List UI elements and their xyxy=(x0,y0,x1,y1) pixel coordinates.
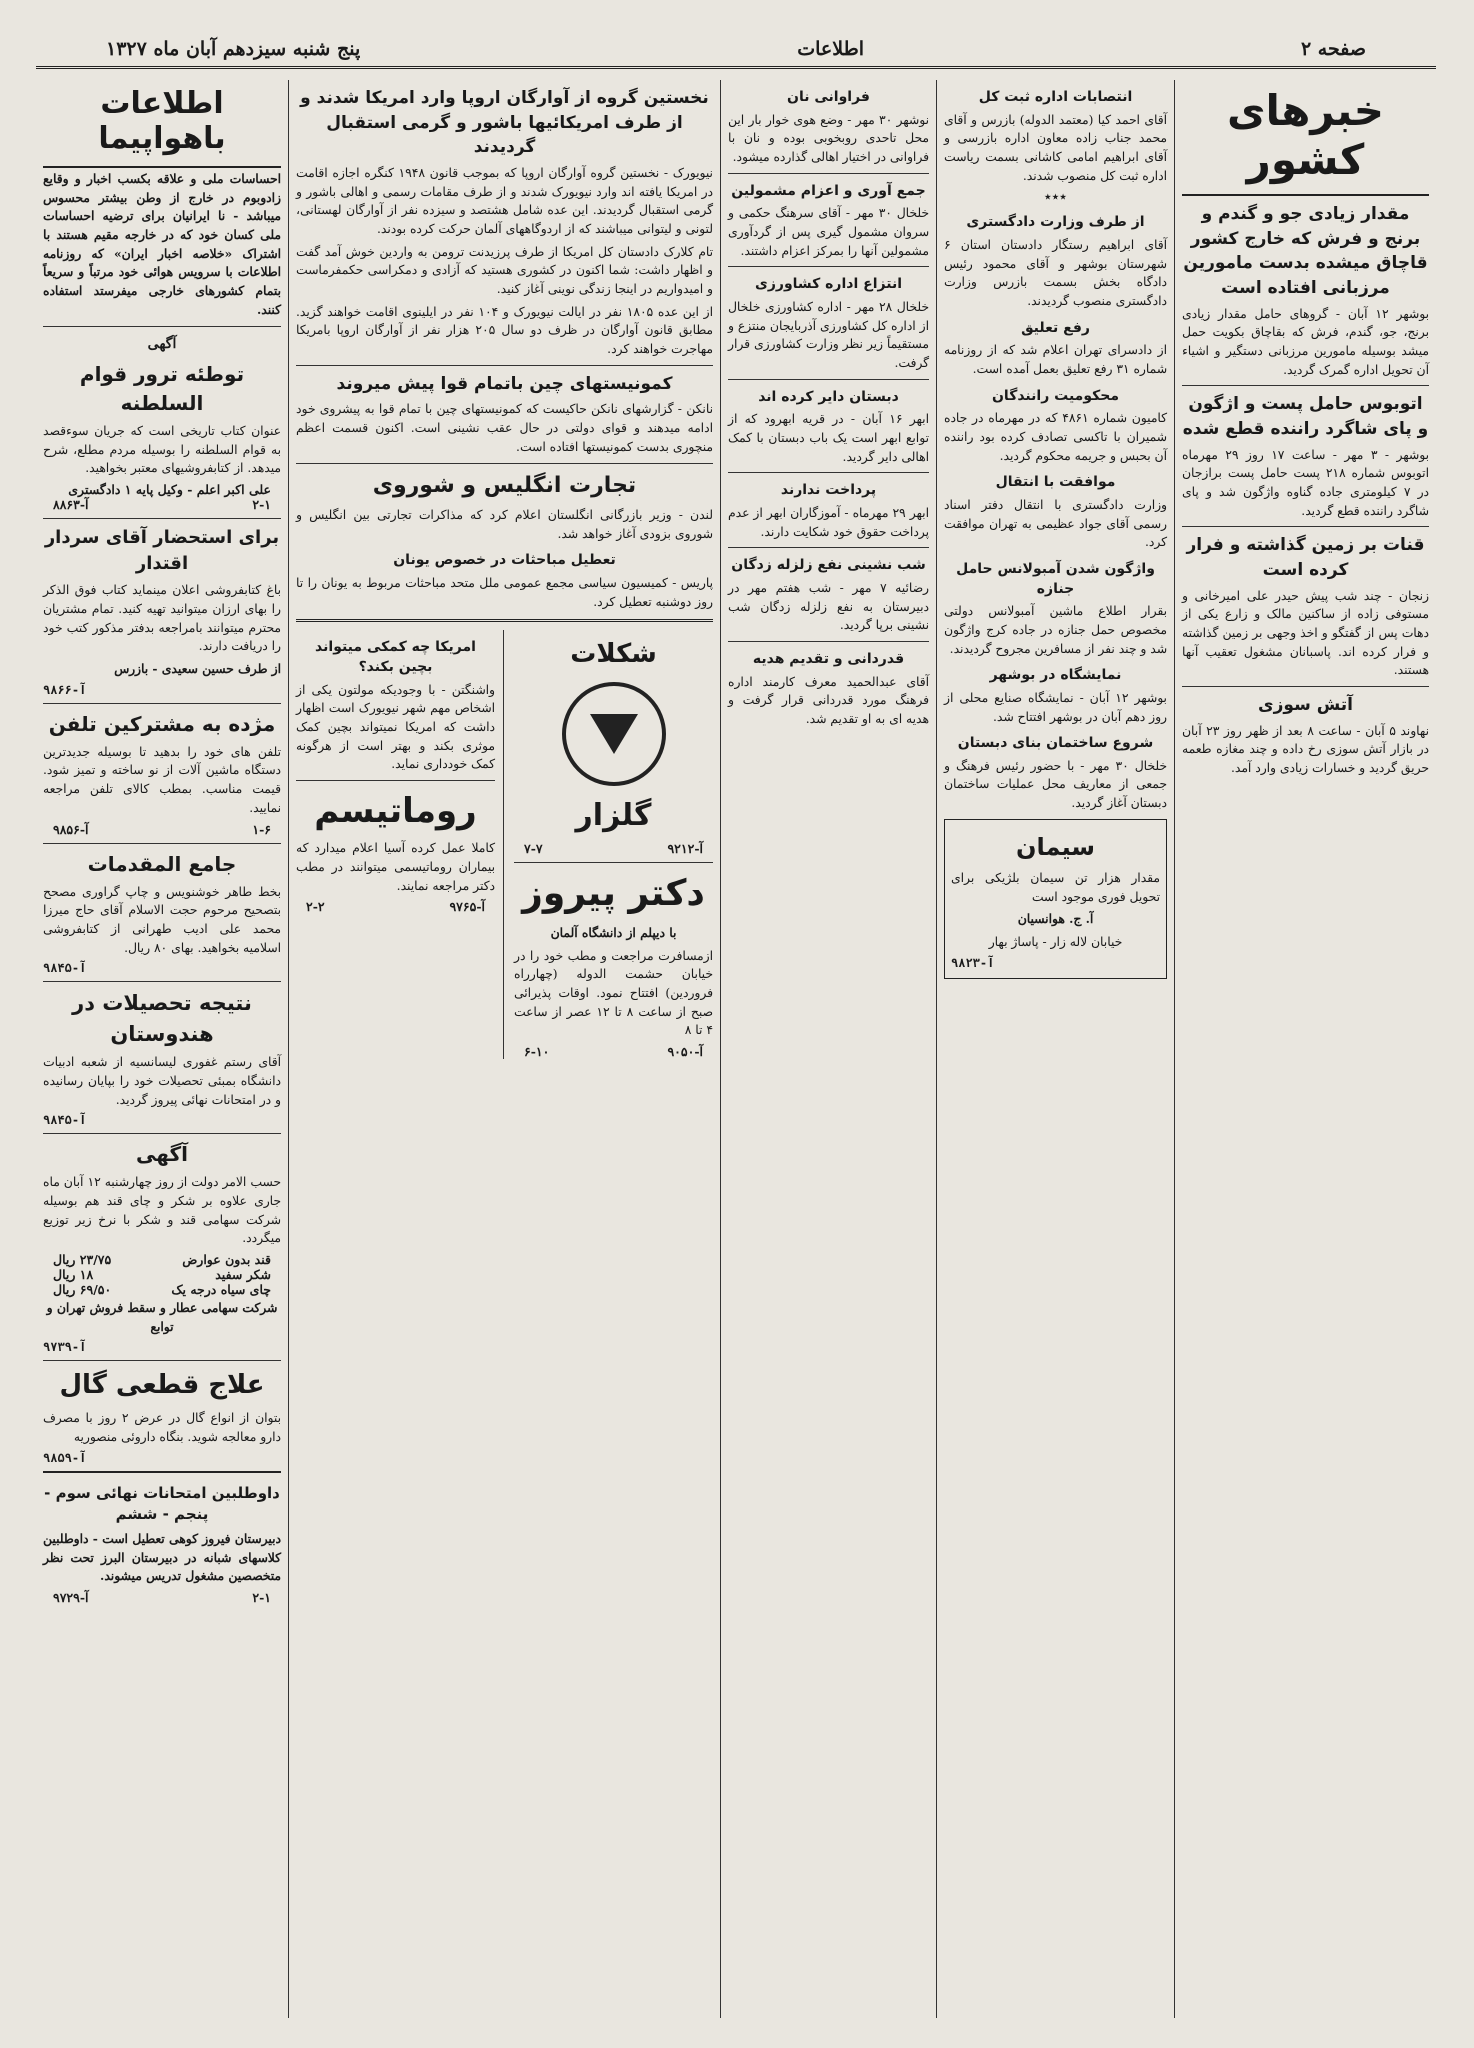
ad-title: جامع المقدمات xyxy=(87,851,237,876)
divider xyxy=(728,266,929,267)
article-headline: آتش سوزی xyxy=(1258,695,1353,716)
column-international xyxy=(288,80,720,2018)
article-body: وزارت دادگستری با انتقال دفتر اسناد رسمی آقای جواد عظیمی به تهران موافقت کرد. xyxy=(944,497,1167,550)
ad-num: ۲-۱ xyxy=(252,497,271,513)
ad-body: عنوان کتاب تاریخی است که جریان سوءقصد به قوام السلطنه را بوسیله مردم مطلع، شرح میدهد. از کتابفروشیهای معتبر بخواهید. xyxy=(43,424,281,476)
article-headline: محکومیت رانندگان xyxy=(991,387,1120,404)
ad-cement xyxy=(944,819,1167,979)
article-headline: انتزاع اداره کشاورزی xyxy=(755,276,902,293)
divider xyxy=(43,703,281,704)
ad-row xyxy=(296,630,713,1059)
ad-signature: شرکت سهامی عطار و سقط فروش تهران و توابع xyxy=(46,1299,278,1334)
ad-code: آ-۹۸۴۵ xyxy=(43,1113,87,1128)
article-body: بقرار اطلاع ماشین آمبولانس دولتی مخصوص حمل جنازه در جاده کرج واژگون شد و چند نفر از مسافرین مجروح گردیدند. xyxy=(944,604,1167,656)
ad-code: آ-۹۸۵۶ xyxy=(53,821,89,837)
article-headline: مقدار زیادی جو و گندم و برنج و فرش که خارج کشور قاچاق میشده بدست مامورین مرزبانی افتاده است xyxy=(1183,204,1428,298)
article-headline: قنات بر زمین گذاشته و فرار کرده است xyxy=(1186,535,1425,580)
divider xyxy=(728,173,929,174)
article-body: خلخال ۳۰ مهر - با حضور رئیس فرهنگ و جمعی از معاریف محل عملیات ساختمان دبستان آغاز گردید. xyxy=(944,758,1167,811)
article-body: نوشهر ۳۰ مهر - وضع هوی خوار بار این محل تاحدی روبخوبی بوده و نان با فراوانی در اختیار اهالی گذارده میشود. xyxy=(728,112,929,164)
column-provincial xyxy=(720,80,936,2018)
article-body: آقای احمد کیا (معتمد الدوله) بازرس و آقای محمد جناب زاده معاون اداره بازرسی و آقای ابراهیم امامی کاشانی بسمت ریاست اداره ثبت کل منصوب شدند. xyxy=(944,112,1167,183)
ad-title: روماتیسم xyxy=(314,791,477,832)
article-headline: انتصابات اداره ثبت کل xyxy=(978,89,1133,105)
article-headline: موافقت با انتقال xyxy=(995,474,1116,491)
ad-name: آ. ج. هوانسیان xyxy=(1017,911,1094,927)
ad-body: کاملا عمل کرده آسیا اعلام میدارد که بیماران روماتیسمی میتوانند در مطب دکتر مراجعه نمایند. xyxy=(296,841,495,893)
article-body: آقای ابراهیم رستگار دادستان استان ۶ شهرستان بوشهر و آقای محمود رئیس دادگاه بخش بسمت بازرس وزارت دادگستری منصوب گردیدند. xyxy=(944,237,1167,308)
header-page-label: صفحه ۲ xyxy=(1300,38,1366,60)
ad-title: برای استحضار آقای سردار اقتدار xyxy=(44,527,280,575)
intro-text: احساسات ملی و علاقه بکسب اخبار و وقایع زادوبوم در خارج از وطن بیشتر محسوس میباشد - نا ایرانیان برای ترضیه احساسات ملی کسان خود که در خارجه مقیم هستند با اشتراک «خلاصه اخبار ایران» که روزنامه اطلاعات با سرویس هوائی خود مرتباً و سریعاً بتمام کشورهای خارجی میفرستد استفاده کنند. xyxy=(43,171,281,317)
ad-num: ۶-۱۰ xyxy=(524,1044,550,1060)
header-date: پنج شنبه سیزدهم آبان ماه ۱۳۲۷ xyxy=(106,38,361,60)
ad-title: نتیجه تحصیلات در هندوستان xyxy=(72,991,252,1046)
divider xyxy=(43,326,281,327)
golzar-logo-icon xyxy=(562,682,666,786)
divider xyxy=(43,1133,281,1134)
ad-title: علاج قطعی گال xyxy=(59,1370,265,1401)
ad-code: آ-۹۸۲۳ xyxy=(951,955,995,970)
article-body: تام کلارک دادستان کل امریکا از طرف پرزیدنت ترومن به واردین خوش آمد گفت و اظهار داشت: شما اکنون در کشوری هستید که آزادی و دمکراسی حکمفرماست و امیدواریم در اینجا زندگی نوینی آغاز کنید. xyxy=(296,244,713,297)
ad-body: تلفن های خود را بدهید تا بوسیله جدیدترین دستگاه ماشین آلات از نو ساخته و تمیز شود. قیمت مناسب. بمطب کالای تلفن مراجعه نمایید. xyxy=(43,744,281,815)
ad-code: آ-۹۰۵۰ xyxy=(667,1044,703,1060)
ad-label: آگهی xyxy=(147,335,177,352)
divider xyxy=(43,518,281,519)
ad-body: آقای رستم غفوری لیسانسیه از شعبه ادبیات دانشگاه بمبئی تحصیلات خود را بپایان رسانیده و در امتحانات نهائی پیروز گردید. xyxy=(43,1055,281,1107)
ad-title: توطئه ترور قوام السلطنه xyxy=(79,362,245,416)
article-headline: تجارت انگلیس و شوروی xyxy=(372,472,637,498)
column-appointments xyxy=(936,80,1174,2018)
ad-code: آ-۸۸۶۳ xyxy=(53,497,89,513)
ad-codes xyxy=(514,1044,713,1059)
article-body: از دادسرای تهران اعلام شد که از روزنامه شماره ۳۱ رفع تعلیق بعمل آمده است. xyxy=(944,343,1167,376)
ad-code: آ-۹۲۱۲ xyxy=(667,841,703,857)
article-body: بوشهر - ۳ مهر - ساعت ۱۷ روز ۲۹ مهرماه اتوبوس شماره ۲۱۸ پست حامل پست برازجان در ۷ کیلومتری جاده گناوه واژگون شد و پای شاگرد راننده قطع گردید. xyxy=(1182,447,1430,518)
divider xyxy=(296,463,713,464)
ad-body: مقدار هزار تن سیمان بلژیکی برای تحویل فوری موجود است xyxy=(951,871,1160,904)
divider xyxy=(1182,686,1429,687)
ad-codes xyxy=(296,899,495,914)
ad-title: مژده به مشترکین تلفن xyxy=(48,711,276,736)
ad-code: آ-۹۷۲۹ xyxy=(53,1590,89,1606)
divider xyxy=(1182,385,1429,386)
article-body: زنجان - چند شب پیش حیدر علی امیرخانی و مستوفی زاده از ساکنین مالک و زارع یکی از دهات پس از گفتگو و اخذ وجهی بر زمین گذاشته و فرار کرده اند. پاسبانان مشغول تعقیب آنها هستند. xyxy=(1182,588,1429,678)
article-body: کامیون شماره ۴۸۶۱ که در مهرماه در جاده شمیران با تاکسی تصادف کرده بود راننده آن بحبس و جریمه محکوم گردید. xyxy=(944,411,1168,463)
price-label: چای سیاه درجه یک xyxy=(171,1281,271,1297)
ad-title: شکلات xyxy=(570,639,657,670)
section-masthead: خبرهای کشور xyxy=(1182,80,1429,196)
divider xyxy=(43,981,281,982)
article-headline: شب نشینی نفع زلزله زدگان xyxy=(731,557,926,574)
ad-codes xyxy=(514,841,713,856)
section-masthead: اطلاعات باهواپیما xyxy=(43,80,281,168)
ad-code: آ-۹۷۶۵ xyxy=(449,899,485,915)
ad-attribution: علی اکبر اعلم - وکیل پایه ۱ دادگستری xyxy=(68,482,271,498)
article-headline: شروع ساختمان بنای دبستان xyxy=(957,735,1154,752)
ad-num: ۱-۶ xyxy=(252,821,271,837)
divider xyxy=(43,1360,281,1361)
ad-column-right xyxy=(296,630,504,1059)
divider xyxy=(296,619,713,622)
article-body: از این عده ۱۸۰۵ نفر در ایالت نیویورک و ۱۰۴ نفر در ایلینوی اقامت خواهند گزید. مطابق قانون آوارگان در ظرف دو سال ۲۰۵ هزار نفر از آوارگان اروپا بامریکا مهاجرت خواهند کرد. xyxy=(296,304,713,357)
article-body: آقای عبدالحمید معرف کارمند اداره فرهنگ مورد قدردانی قرار گرفت و هدیه ای به او تقدیم شد. xyxy=(728,674,929,726)
page-header xyxy=(36,34,1436,69)
header-paper-name: اطلاعات xyxy=(797,38,864,60)
ad-codes xyxy=(43,482,281,497)
article-headline: کمونیستهای چین باتمام قوا پیش میروند xyxy=(336,373,673,394)
ad-brand: گلزار xyxy=(575,798,652,834)
ad-exams xyxy=(43,1471,281,1606)
article-headline: فراوانی نان xyxy=(787,89,870,105)
price-label: شکر سفید xyxy=(215,1266,271,1282)
ad-chocolate xyxy=(514,630,713,1059)
divider xyxy=(1182,526,1429,527)
ad-address: خیابان لاله زار - پاساژ بهار xyxy=(988,935,1123,950)
ad-subtitle: با دیپلم از دانشگاه آلمان xyxy=(550,925,677,941)
ad-title: سیمان xyxy=(1016,832,1095,861)
ad-body: ازمسافرت مراجعت و مطب خود را در خیابان حشمت الدوله (چهارراه فروردین) افتتاح نمود. اوقات پذیرائی صبح از ساعت ۸ تا ۱۲ عصر از ساعت ۴ تا ۸ xyxy=(514,948,713,1038)
ad-code: آ-۹۸۴۵ xyxy=(43,961,87,976)
ad-codes xyxy=(43,822,281,837)
divider xyxy=(43,843,281,844)
article-headline: پرداخت ندارند xyxy=(780,482,877,499)
ad-body: بتوان از انواع گال در عرض ۲ روز با مصرف دارو معالجه شوید. بنگاه داروئی منصوریه xyxy=(43,1411,281,1444)
article-body: لندن - وزیر بازرگانی انگلستان اعلام کرد که مذاکرات تجارتی بین انگلیس و شوروی بزودی آغاز خواهد شد. xyxy=(296,508,713,541)
divider xyxy=(728,547,929,548)
divider xyxy=(728,641,929,642)
article-headline: نمایشگاه در بوشهر xyxy=(989,667,1122,684)
price-row xyxy=(43,1267,281,1282)
article-headline: تعطیل مباحثات در خصوص یونان xyxy=(393,552,616,569)
article-headline: اتوبوس حامل پست و اژگون و پای شاگرد راننده قطع شده xyxy=(1182,394,1429,439)
article-body: پاریس - کمیسیون سیاسی مجمع عمومی ملل متحد مباحثات مربوط به یونان را تا روز دوشنبه تعطیل کرد. xyxy=(296,576,713,609)
ad-code: آ-۹۸۶۶ xyxy=(43,682,87,697)
article-headline: واژگون شدن آمبولانس حامل جنازه xyxy=(956,560,1155,597)
ad-num: ۲-۲ xyxy=(306,899,325,915)
article-body: ابهر ۱۶ آبان - در قریه ابهرود که از توابع ابهر است یک باب دبستان با کمک اهالی دایر گردید. xyxy=(728,412,930,464)
article-headline: رفع تعلیق xyxy=(1021,319,1090,336)
article-headline: امریکا چه کمکی میتواند بچین بکند؟ xyxy=(315,639,476,676)
ad-body: بخط طاهر خوشنویس و چاپ گراوری مصحح بتصحیح مرحوم حجت الاسلام آقای حاج میرزا محمد علی ادیب طهرانی از کتابفروشی اسلامیه بخواهید. بهای ۸۰ ریال. xyxy=(43,884,281,955)
article-headline: نخستین گروه از آوارگان اروپا وارد امریکا شدند و از طرف امریکائیها باشور و گرمی استقبال گردیدند xyxy=(300,88,709,158)
divider xyxy=(728,379,929,380)
price-value: ۶۹/۵۰ ریال xyxy=(53,1281,112,1297)
ad-codes xyxy=(43,1590,281,1605)
price-row xyxy=(43,1252,281,1267)
article-body: نهاوند ۵ آبان - ساعت ۸ بعد از ظهر روز ۲۳ آبان در بازار آتش سوزی رخ داده و چند مغازه طعمه حریق گردید و خسارات زیادی وارد آمد. xyxy=(1182,723,1430,776)
ad-code: آ-۹۷۳۹ xyxy=(43,1340,87,1355)
article-body: خلخال ۳۰ مهر - آقای سرهنگ حکمی و سروان مشمول گیری پس از گردآوری مشمولین آنها را بمرکز اعزام داشتند. xyxy=(728,206,930,258)
divider xyxy=(514,862,713,863)
price-value: ۱۸ ریال xyxy=(53,1266,94,1282)
article-body: ابهر ۲۹ مهرماه - آموزگاران ابهر از عدم پرداخت حقوق خود شکایت دارند. xyxy=(728,505,929,539)
ad-body: حسب الامر دولت از روز چهارشنبه ۱۲ آبان ماه جاری علاوه بر شکر و چای قند هم بوسیله شرکت سهامی قند و شکر با نرخ زیر توزیع میگردد. xyxy=(43,1175,282,1246)
ad-title: داوطلبین امتحانات نهائی سوم - پنجم - ششم xyxy=(44,1483,280,1524)
divider xyxy=(296,780,495,781)
article-body: نانکن - گزارشهای نانکن حاکیست که کمونیستهای چین با تمام قوا به پیشروی خود ادامه میدهند و قوای دولتی در حال عقب نشینی است. اکنون قسمت اعظم منچوری بدست کمونیستها افتاده است. xyxy=(296,402,713,454)
article-headline: جمع آوری و اعزام مشمولین xyxy=(731,182,926,199)
divider xyxy=(728,472,929,473)
article-body: واشنگتن - با وجودیکه مولتون یکی از اشخاص مهم شهر نیویورک است اظهار داشت که امریکا نمیتواند بچین کمک موثری بکند و بهتر است از هرگونه کمک خودداری نماید. xyxy=(296,682,495,772)
article-body: بوشهر ۱۲ آبان - گروهای حامل مقدار زیادی برنج، جو، گندم، فرش که بقاچاق بکویت حمل میشد بوسیله مامورین مرزبانی دستگیر و اشیاء آن تحویل اداره گمرک گردید. xyxy=(1182,306,1429,377)
ad-body: باغ کتابفروشی اعلان مینماید کتاب فوق الذکر را بهای ارزان میتوانید تهیه کنید. تمام مشتریان محترم میتوانند بامراجعه بدفتر مذکور کتب خود را دریافت دارند. xyxy=(43,583,281,654)
ad-attribution: از طرف حسین سعیدی - بازرس xyxy=(114,661,281,677)
article-headline: قدردانی و تقدیم هدیه xyxy=(752,650,905,667)
ad-num: ۷-۷ xyxy=(524,841,543,857)
article-body: بوشهر ۱۲ آبان - نمایشگاه صنایع محلی از روز دهم آبان در بوشهر افتتاح شد. xyxy=(944,690,1167,724)
column-national-news xyxy=(1174,80,1436,2018)
divider xyxy=(296,365,713,366)
column-ads xyxy=(36,80,288,2018)
article-body: نیویورک - نخستین گروه آوارگان اروپا که بموجب قانون ۱۹۴۸ کنگره اجازه اقامت در امریکا یافته اند وارد نیویورک شدند و از طرف مقامات رسمی و اهالی باشور و گرمی استقبال گردیدند. این عده شامل هشتصد و سیزده نفر از آوارگان لهستانی، لتونی و لیتوانی میباشند که از اردوگاههای آلمان حرکت کرده بودند. xyxy=(296,165,713,236)
ad-title: آگهی xyxy=(136,1142,188,1167)
article-body: رضائیه ۷ مهر - شب هفتم مهر در دبیرستان به نفع زلزله زدگان شب نشینی برپا گردید. xyxy=(728,580,929,633)
article-headline: دبستان دایر کرده اند xyxy=(758,388,899,405)
ad-code: آ-۹۸۵۹ xyxy=(43,1450,87,1465)
price-row xyxy=(43,1282,281,1297)
article-body: خلخال ۲۸ مهر - اداره کشاورزی خلخال از اداره کل کشاورزی آذربایجان منتزع و مستقیماً زیر نظر وزارت کشاورزی قرار گرفت. xyxy=(728,299,929,370)
ad-num: ۲-۱ xyxy=(252,1590,271,1606)
ad-title: دکتر پیروز xyxy=(522,873,705,915)
price-label: قند بدون عوارض xyxy=(182,1251,271,1267)
section-mark: ٭٭٭ xyxy=(1044,189,1067,206)
columns xyxy=(36,80,1436,2018)
ad-codes xyxy=(43,497,281,512)
price-value: ۲۳/۷۵ ریال xyxy=(53,1251,112,1267)
article-headline: از طرف وزارت دادگستری xyxy=(966,214,1145,231)
ad-body: دبیرستان فیروز کوهی تعطیل است - داوطلبین کلاسهای شبانه در دبیرستان البرز تحت نظر متخصصین مشغول تدریس میشوند. xyxy=(43,1531,281,1584)
